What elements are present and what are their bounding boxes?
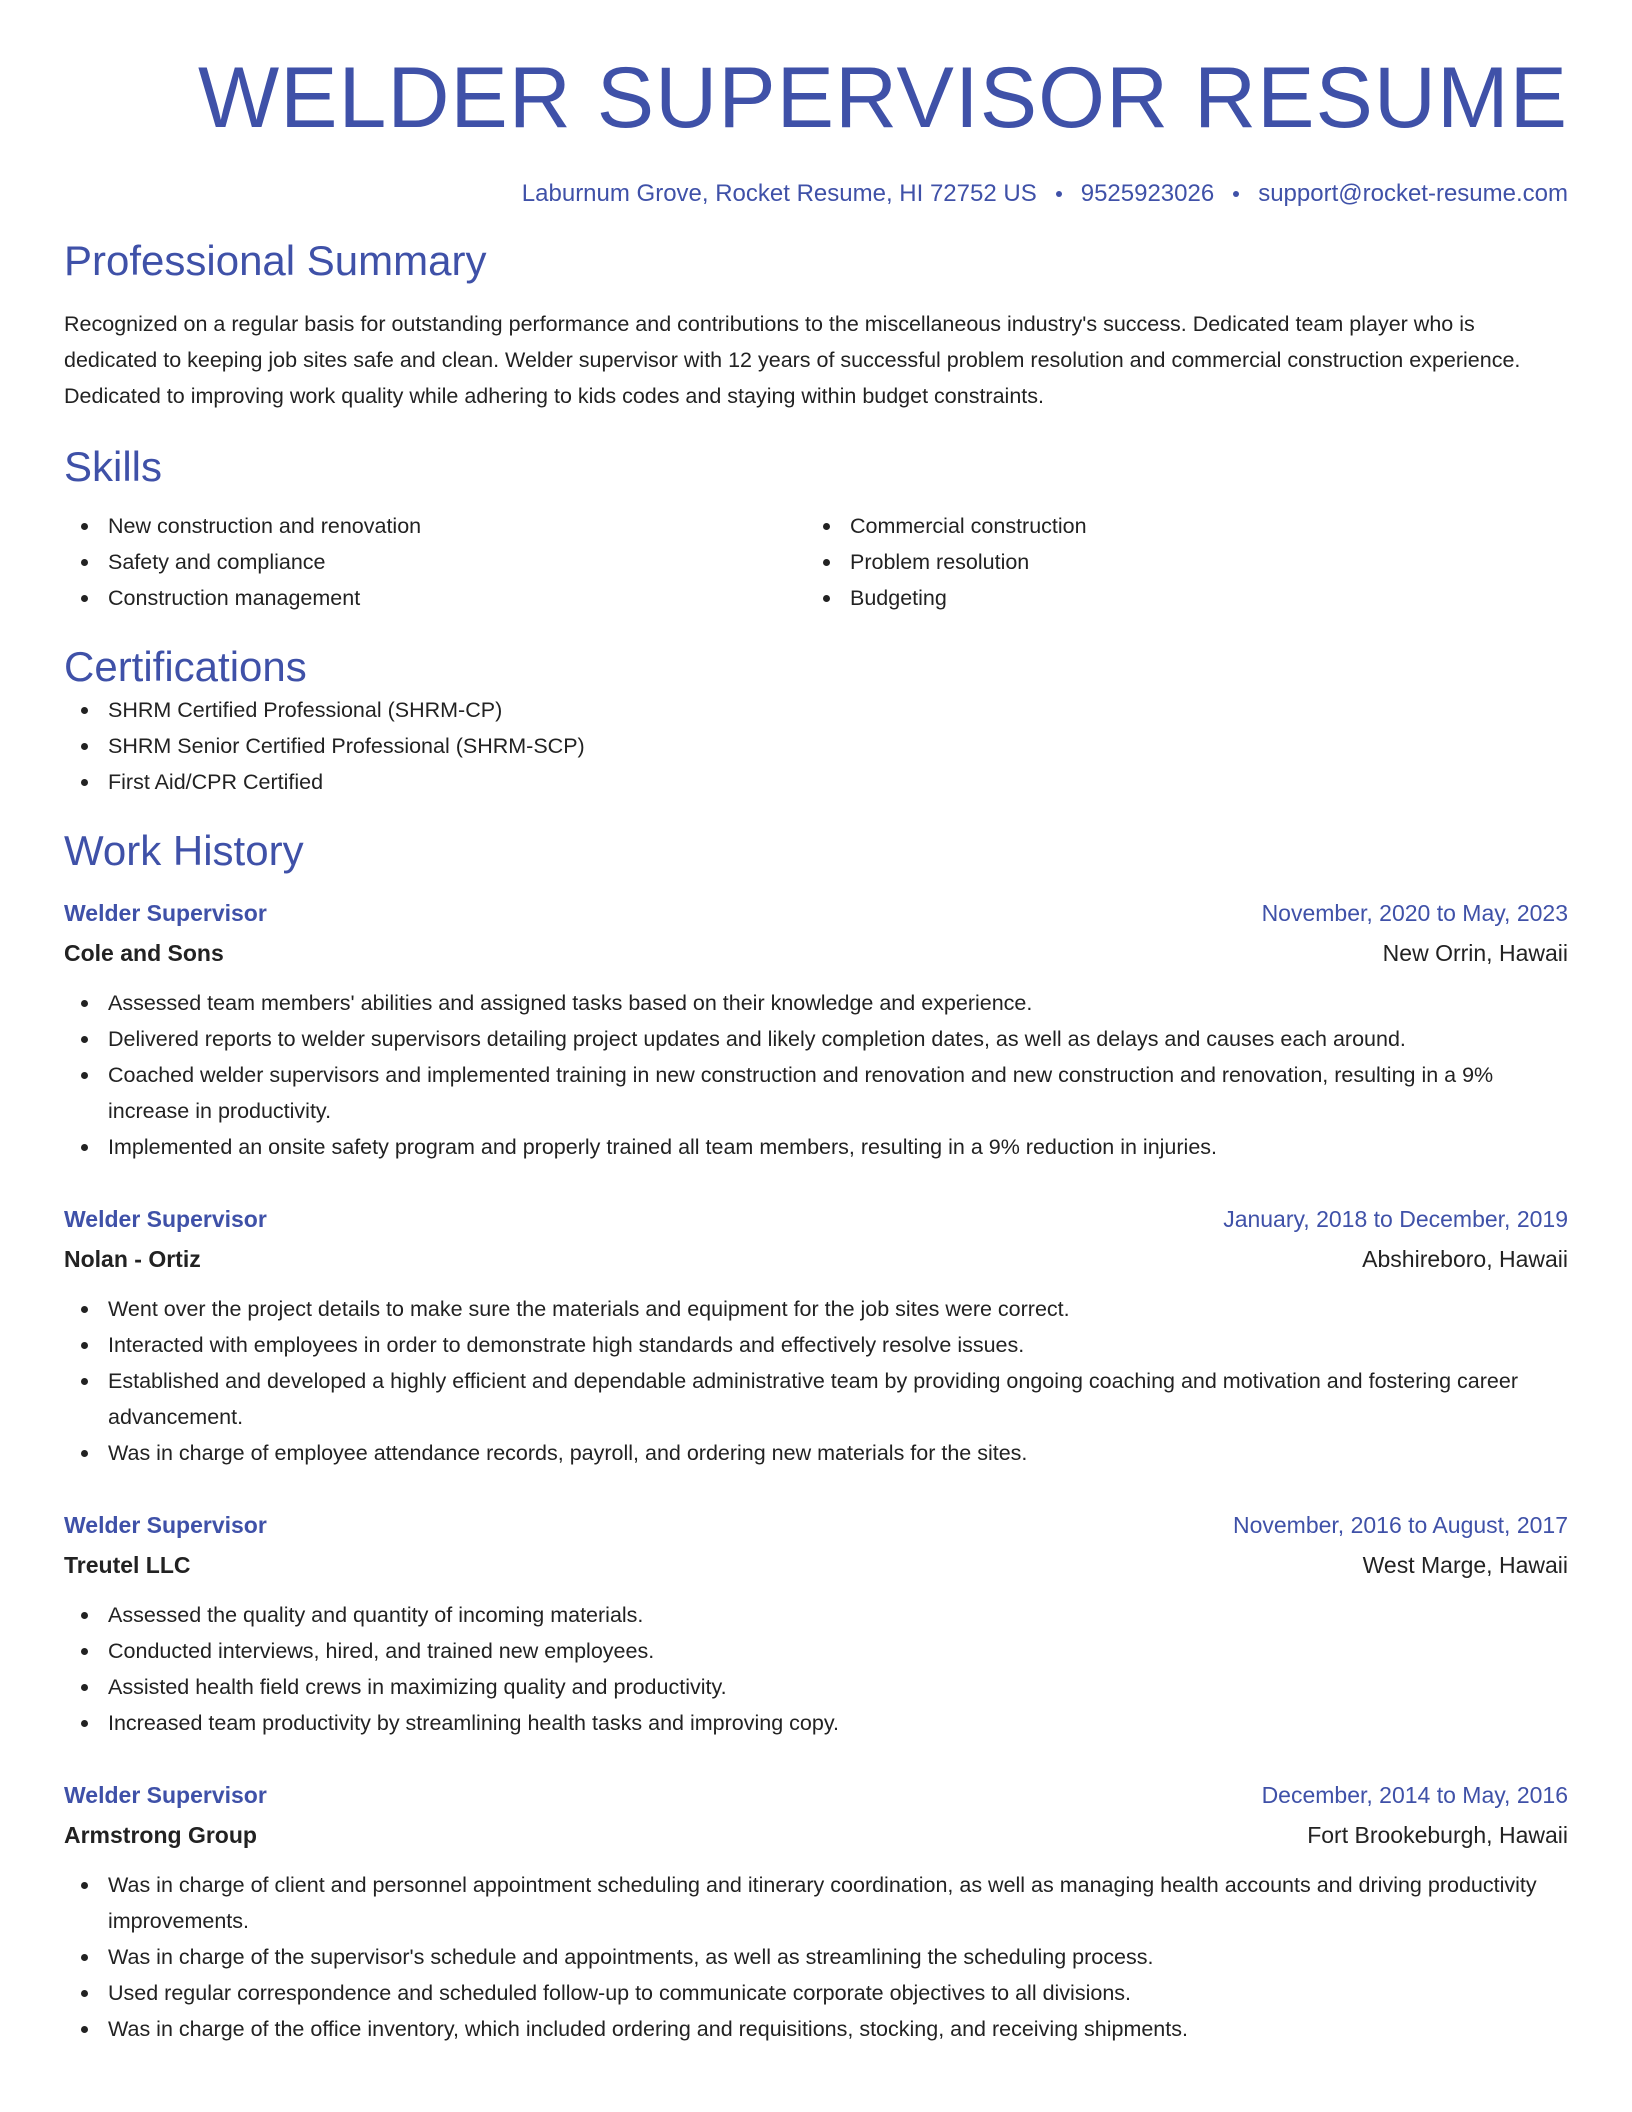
job-entry: [64, 1201, 1568, 1471]
list-item: Assisted health field crews in maximizing quality and productivity.: [64, 1669, 1568, 1705]
job-entry: [64, 895, 1568, 1165]
list-item: Implemented an onsite safety program and properly trained all team members, resulting in a 9% reduction in injuries.: [64, 1129, 1568, 1165]
list-item: Went over the project details to make sure the materials and equipment for the job sites were correct.: [64, 1291, 1568, 1327]
list-item: Was in charge of client and personnel appointment scheduling and itinerary coordination, as well as managing health accounts and driving productivity improvements.: [64, 1867, 1568, 1939]
job-dates: November, 2020 to May, 2023: [1261, 899, 1568, 926]
job-title: Welder Supervisor: [64, 1511, 267, 1538]
job-bullets: [64, 985, 1568, 1165]
job-company: Nolan - Ortiz: [64, 1245, 201, 1272]
list-item: Used regular correspondence and scheduled follow-up to communicate corporate objectives to all divisions.: [64, 1975, 1568, 2011]
contact-email: support@rocket-resume.com: [1258, 180, 1568, 208]
resume-header: [64, 50, 1568, 208]
certifications-section: [64, 642, 1568, 800]
list-item: Was in charge of employee attendance records, payroll, and ordering new materials for the sites.: [64, 1435, 1568, 1471]
list-item: Was in charge of the supervisor's schedule and appointments, as well as streamlining the scheduling process.: [64, 1939, 1568, 1975]
skills-list-right: [806, 508, 1548, 616]
job-location: New Orrin, Hawaii: [1382, 939, 1568, 966]
job-title: Welder Supervisor: [64, 1205, 267, 1232]
job-title: Welder Supervisor: [64, 1781, 267, 1808]
list-item: New construction and renovation: [64, 508, 806, 544]
contact-phone: 9525923026: [1080, 180, 1215, 208]
job-location: Abshireboro, Hawaii: [1362, 1245, 1568, 1272]
job-company: Cole and Sons: [64, 939, 224, 966]
skills-list-left: [64, 508, 806, 616]
summary-text: Recognized on a regular basis for outstanding performance and contributions to the miscellaneous industry's success. Dedicated team player who is dedicated to keeping job sites safe and clean. Welder supervisor with 12 years of successful problem resolution and commercial construction experience. Dedicated to improving work quality while adhering to kids codes and staying within budget constraints.: [64, 311, 1521, 408]
job-bullets: [64, 1597, 1568, 1741]
list-item: SHRM Certified Professional (SHRM-CP): [64, 692, 1568, 728]
list-item: First Aid/CPR Certified: [64, 764, 1568, 800]
job-company-row: [64, 1813, 1568, 1853]
list-item: Budgeting: [806, 580, 1548, 616]
list-item: Conducted interviews, hired, and trained new employees.: [64, 1633, 1568, 1669]
section-title-summary: Professional Summary: [64, 237, 487, 285]
job-title: Welder Supervisor: [64, 899, 267, 926]
job-entry: [64, 1777, 1568, 2047]
job-header-row: [64, 1201, 1568, 1237]
job-company-row: [64, 1237, 1568, 1277]
list-item: Delivered reports to welder supervisors detailing project updates and likely completion dates, as well as delays and causes each around.: [64, 1021, 1568, 1057]
list-item: Problem resolution: [806, 544, 1548, 580]
job-company: Treutel LLC: [64, 1551, 191, 1578]
skills-section: [64, 442, 1568, 616]
job-entry: [64, 1507, 1568, 1741]
skills-grid: [64, 508, 1568, 616]
list-item: Assessed the quality and quantity of incoming materials.: [64, 1597, 1568, 1633]
job-location: Fort Brookeburgh, Hawaii: [1307, 1821, 1568, 1848]
job-bullets: [64, 1867, 1568, 2047]
work-history-section: [64, 826, 1568, 2046]
job-location: West Marge, Hawaii: [1362, 1551, 1568, 1578]
contact-address: Laburnum Grove, Rocket Resume, HI 72752 US: [521, 180, 1037, 208]
certifications-list: [64, 692, 1568, 800]
list-item: Assessed team members' abilities and assigned tasks based on their knowledge and experience.: [64, 985, 1568, 1021]
resume-name: WELDER SUPERVISOR RESUME: [197, 50, 1568, 146]
section-title-skills: Skills: [64, 442, 163, 490]
job-company-row: [64, 1543, 1568, 1583]
job-header-row: [64, 895, 1568, 931]
job-header-row: [64, 1507, 1568, 1543]
list-item: SHRM Senior Certified Professional (SHRM-SCP): [64, 728, 1568, 764]
list-item: Safety and compliance: [64, 544, 806, 580]
section-title-certifications: Certifications: [64, 643, 307, 691]
job-dates: January, 2018 to December, 2019: [1223, 1205, 1568, 1232]
job-dates: December, 2014 to May, 2016: [1261, 1781, 1568, 1808]
job-bullets: [64, 1291, 1568, 1471]
list-item: Established and developed a highly efficient and dependable administrative team by providing ongoing coaching and motivation and fostering career advancement.: [64, 1363, 1568, 1435]
list-item: Coached welder supervisors and implemented training in new construction and renovation and new construction and renovation, resulting in a 9% increase in productivity.: [64, 1057, 1568, 1129]
list-item: Construction management: [64, 580, 806, 616]
section-title-work-history: Work History: [64, 827, 304, 875]
bullet-separator-icon: [1056, 191, 1062, 197]
list-item: Increased team productivity by streamlining health tasks and improving copy.: [64, 1705, 1568, 1741]
summary-section: [64, 236, 1568, 413]
list-item: Commercial construction: [806, 508, 1548, 544]
bullet-separator-icon: [1233, 191, 1239, 197]
job-company: Armstrong Group: [64, 1821, 257, 1848]
job-company-row: [64, 931, 1568, 971]
list-item: Interacted with employees in order to demonstrate high standards and effectively resolve issues.: [64, 1327, 1568, 1363]
job-dates: November, 2016 to August, 2017: [1232, 1511, 1568, 1538]
job-header-row: [64, 1777, 1568, 1813]
contact-line: [64, 180, 1568, 208]
list-item: Was in charge of the office inventory, which included ordering and requisitions, stocking, and receiving shipments.: [64, 2011, 1568, 2047]
